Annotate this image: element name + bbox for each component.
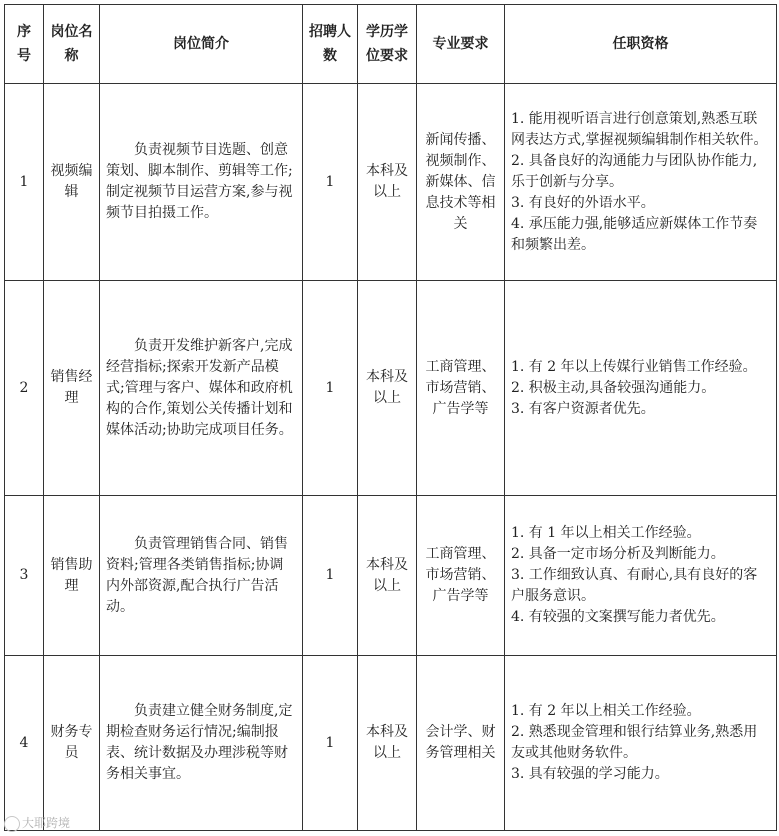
header-row [5, 5, 777, 84]
row-no: 1 [5, 84, 44, 281]
row-major: 工商管理、市场营销、广告学等 [417, 496, 505, 656]
table-row [5, 496, 777, 656]
row-major: 新闻传播、视频制作、新媒体、信息技术等相关 [417, 84, 505, 281]
header-req: 任职资格 [505, 5, 777, 84]
header-major: 专业要求 [417, 5, 505, 84]
req-item: 1. 有 2 年以上传媒行业销售工作经验。 [511, 358, 757, 375]
row-desc: 负责开发维护新客户,完成经营指标;探索开发新产品模式;管理与客户、媒体和政府机构的合作,策划公关传播计划和媒体活动;协助完成项目任务。 [100, 281, 303, 496]
req-item: 1. 能用视听语言进行创意策划,熟悉互联网表达方式,掌握视频编辑制作相关软件。 [511, 110, 768, 148]
row-count: 1 [303, 496, 358, 656]
row-edu: 本科及以上 [358, 281, 417, 496]
req-item: 3. 工作细致认真、有耐心,具有良好的客户服务意识。 [511, 567, 758, 604]
row-title: 销售助理 [44, 496, 100, 656]
header-no: 序号 [5, 5, 44, 84]
row-req [505, 496, 777, 656]
req-item: 1. 有 2 年以上相关工作经验。 [511, 703, 701, 719]
row-req [505, 656, 777, 831]
row-title: 视频编辑 [44, 84, 100, 281]
req-item: 3. 有客户资源者优先。 [511, 400, 655, 417]
req-item: 2. 具备良好的沟通能力与团队协作能力,乐于创新与分享。 [511, 152, 758, 190]
row-count: 1 [303, 281, 358, 496]
row-major: 工商管理、市场营销、广告学等 [417, 281, 505, 496]
watermark [4, 814, 70, 832]
req-item: 2. 积极主动,具备较强沟通能力。 [511, 379, 716, 396]
row-title: 销售经理 [44, 281, 100, 496]
row-no: 2 [5, 281, 44, 496]
req-item: 4. 有较强的文案撰写能力者优先。 [511, 609, 725, 625]
row-edu: 本科及以上 [358, 656, 417, 831]
row-count: 1 [303, 656, 358, 831]
table-row [5, 84, 777, 281]
req-item: 3. 有良好的外语水平。 [511, 194, 655, 211]
header-count: 招聘人数 [303, 5, 358, 84]
watermark-logo-icon [4, 816, 20, 832]
row-req [505, 84, 777, 281]
row-title: 财务专员 [44, 656, 100, 831]
req-item: 1. 有 1 年以上相关工作经验。 [511, 525, 701, 541]
row-desc: 负责建立健全财务制度,定期检查财务运行情况;编制报表、统计数据及办理涉税等财务相关事宜。 [100, 656, 303, 831]
header-title: 岗位名称 [44, 5, 100, 84]
row-count: 1 [303, 84, 358, 281]
row-major: 会计学、财务管理相关 [417, 656, 505, 831]
req-item: 4. 承压能力强,能够适应新媒体工作节奏和频繁出差。 [511, 215, 758, 253]
header-edu: 学历学位要求 [358, 5, 417, 84]
job-table [4, 4, 777, 831]
header-desc: 岗位简介 [100, 5, 303, 84]
row-desc: 负责视频节目选题、创意策划、脚本制作、剪辑等工作;制定视频节目运营方案,参与视频节目拍摄工作。 [100, 84, 303, 281]
req-item: 2. 具备一定市场分析及判断能力。 [511, 546, 725, 562]
row-no: 3 [5, 496, 44, 656]
table-row [5, 281, 777, 496]
row-edu: 本科及以上 [358, 496, 417, 656]
table-row [5, 656, 777, 831]
row-no: 4 [5, 656, 44, 831]
row-edu: 本科及以上 [358, 84, 417, 281]
req-item: 2. 熟悉现金管理和银行结算业务,熟悉用友或其他财务软件。 [511, 724, 758, 761]
watermark-text: 大耶跨境 [22, 816, 71, 830]
req-item: 3. 具有较强的学习能力。 [511, 766, 669, 782]
row-req [505, 281, 777, 496]
row-desc: 负责管理销售合同、销售资料;管理各类销售指标;协调内外部资源,配合执行广告活动。 [100, 496, 303, 656]
